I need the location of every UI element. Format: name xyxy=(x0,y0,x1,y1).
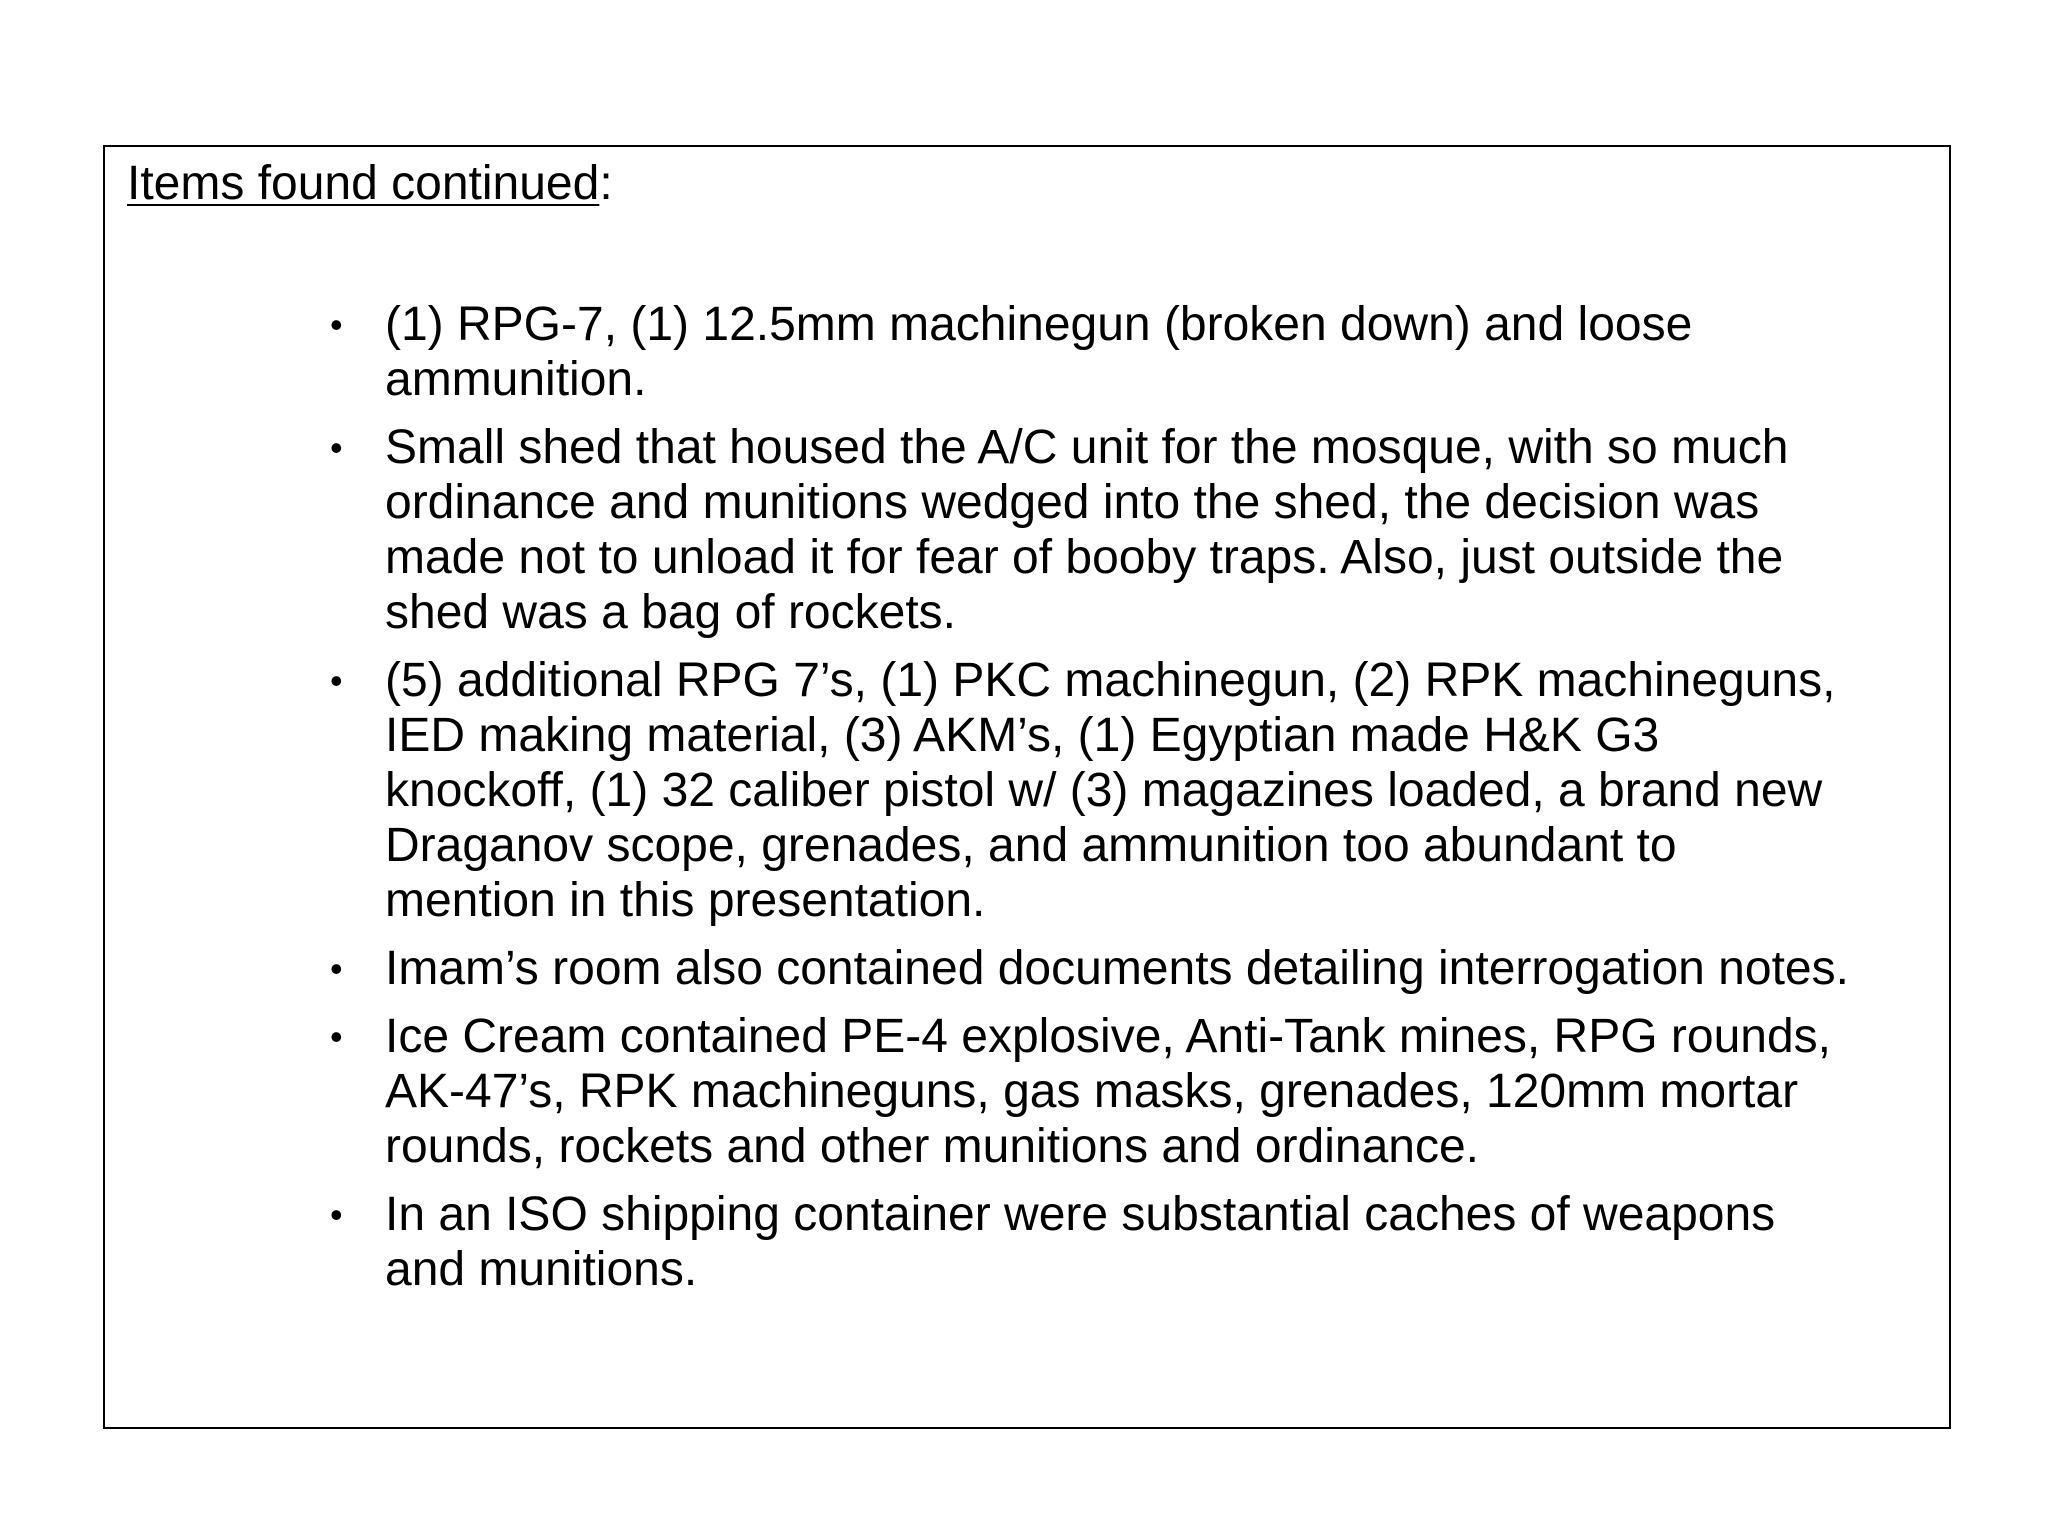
bullet-item xyxy=(330,653,1860,928)
bullet-dot: • xyxy=(330,660,343,701)
bullet-item xyxy=(330,297,1860,407)
bullet-item xyxy=(330,420,1860,640)
bullet-dot: • xyxy=(330,304,343,345)
bullet-dot: • xyxy=(330,427,343,468)
bullet-text: In an ISO shipping container were substantial caches of weapons and munitions. xyxy=(385,1188,1776,1296)
bullet-dot: • xyxy=(330,948,343,989)
bullet-dot: • xyxy=(330,1016,343,1057)
bullet-text: Ice Cream contained PE-4 explosive, Anti-Tank mines, RPG rounds, AK-47’s, RPK machineguns, gas masks, grenades, 120mm mortar rounds, rockets and other munitions and ordinance. xyxy=(385,1010,1831,1173)
bullet-dot: • xyxy=(330,1194,343,1235)
bullet-item xyxy=(330,1009,1860,1174)
bullet-list xyxy=(330,297,1860,1310)
heading-text: Items found continued xyxy=(127,157,600,210)
bullet-item xyxy=(330,1187,1860,1297)
bullet-text: (1) RPG-7, (1) 12.5mm machinegun (broken down) and loose ammunition. xyxy=(385,298,1693,406)
bullet-item xyxy=(330,941,1860,996)
bullet-text: (5) additional RPG 7’s, (1) PKC machinegun, (2) RPK machineguns, IED making material, (3) AKM’s, (1) Egyptian made H&K G3 knockoff, (1) 32 caliber pistol w/ (3) magazines loaded, a brand new Draganov scope, grenades, and ammunition too abundant to mention in this presentation. xyxy=(385,654,1836,927)
slide-heading xyxy=(127,155,613,213)
bullet-text: Imam’s room also contained documents detailing interrogation notes. xyxy=(385,942,1849,995)
slide-frame xyxy=(103,145,1951,1429)
heading-colon: : xyxy=(599,157,613,210)
bullet-text: Small shed that housed the A/C unit for the mosque, with so much ordinance and munitions wedged into the shed, the decision was made not to unload it for fear of booby traps. Also, just outside the shed was a bag of rockets. xyxy=(385,421,1789,639)
